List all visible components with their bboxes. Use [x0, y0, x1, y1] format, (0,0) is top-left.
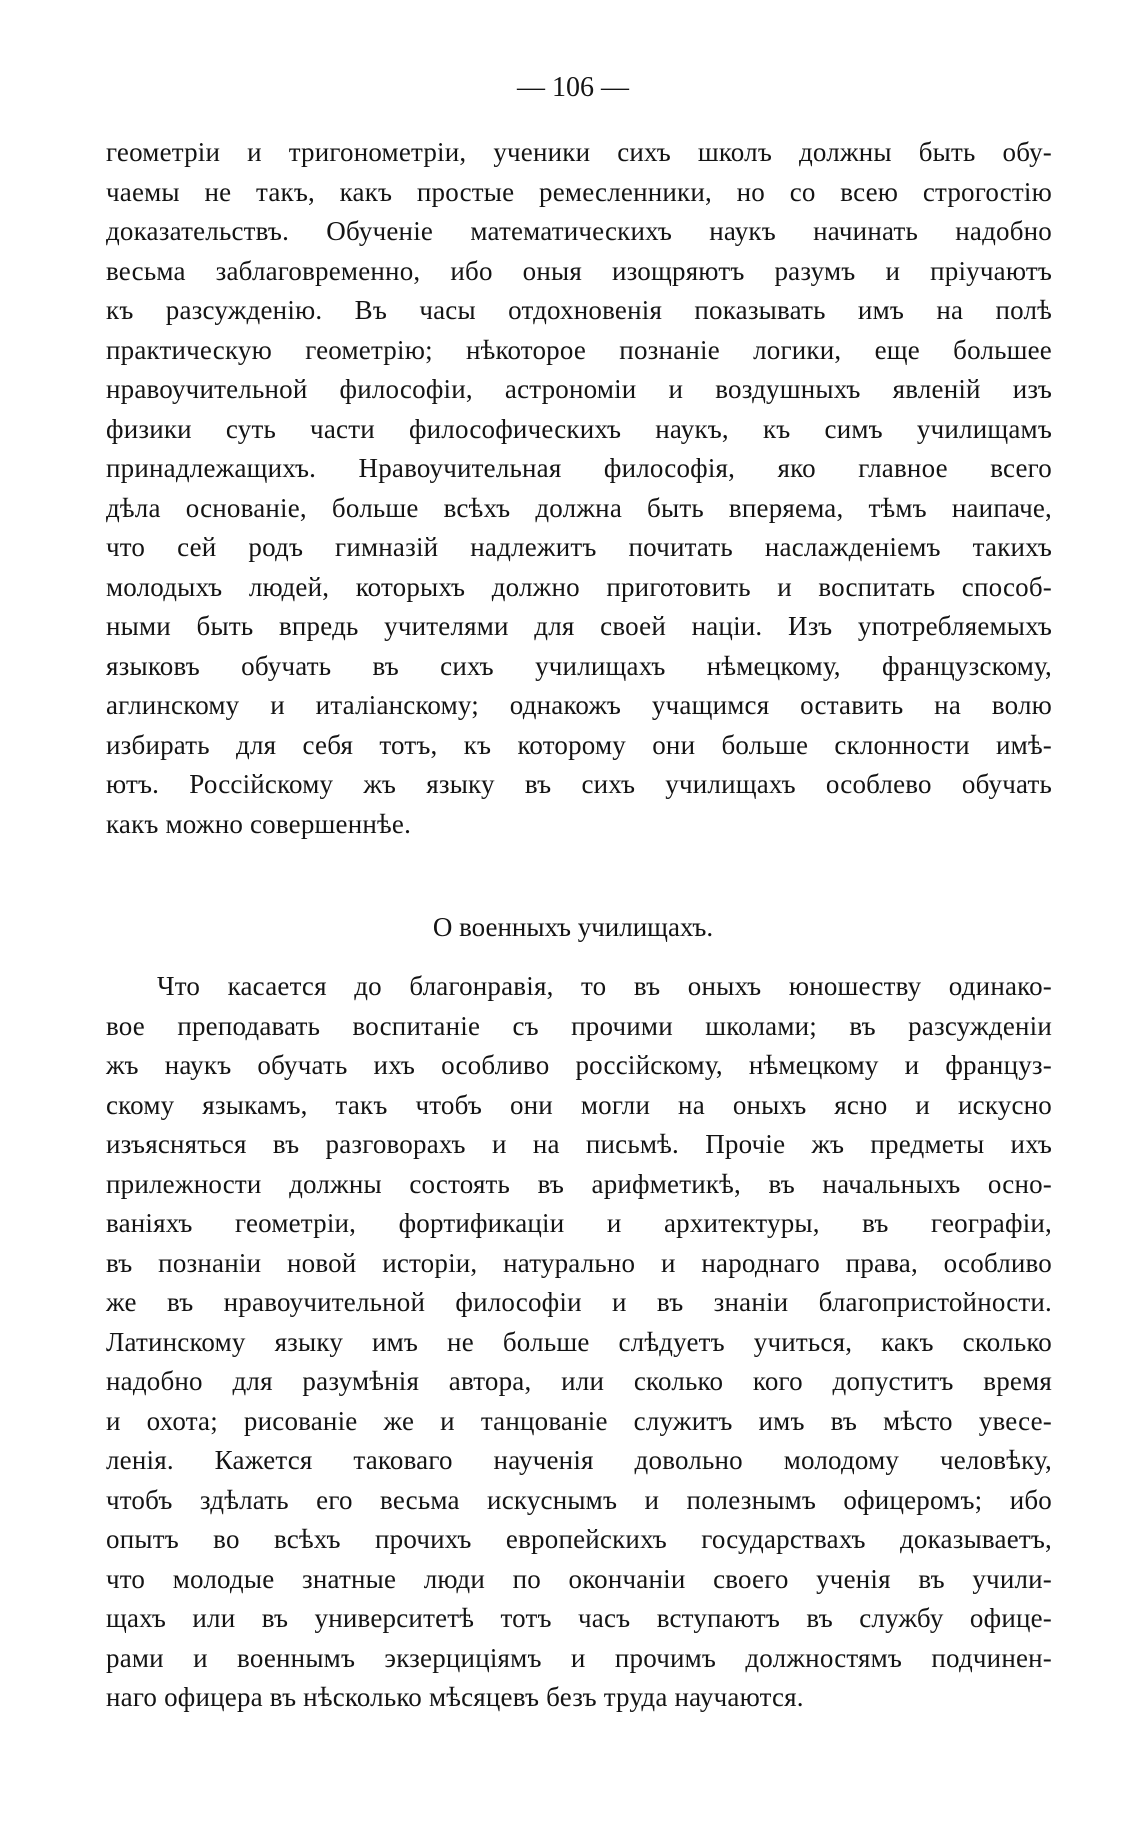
text-line: вое преподавать воспитаніе съ прочими школами; въ разсужденіи: [106, 1010, 1052, 1041]
text-line: въ познаніи новой исторіи, натурально и народнаго права, особливо: [106, 1247, 1052, 1278]
text-line: принадлежащихъ. Нравоучительная философія, яко главное всего: [106, 453, 1052, 483]
text-line: что молодые знатные люди по окончаніи своего ученія въ учили-: [106, 1563, 1052, 1594]
text-line: нравоучительной философіи, астрономіи и воздушныхъ явленій изъ: [106, 374, 1052, 404]
text-line: и охота; рисованіе же и танцованіе служитъ имъ въ мѣсто увесе-: [106, 1405, 1052, 1436]
text-line: Латинскому языку имъ не больше слѣдуетъ учиться, какъ сколько: [106, 1326, 1052, 1357]
text-line: жъ наукъ обучать ихъ особливо россійскому, нѣмецкому и француз-: [106, 1050, 1052, 1080]
text-line: щахъ или въ университетѣ тотъ часъ вступаютъ въ службу офице-: [106, 1603, 1052, 1633]
text-line: рами и военнымъ экзерциціямъ и прочимъ должностямъ подчинен-: [106, 1642, 1052, 1673]
text-line: аглинскому и италіанскому; однакожъ учащимся оставить на волю: [106, 690, 1052, 720]
text-line: скому языкамъ, такъ чтобъ они могли на оныхъ ясно и искусно: [106, 1089, 1052, 1120]
paragraph-2: [106, 967, 1052, 1718]
text-line: практическую геометрію; нѣкоторое познаніе логики, еще большее: [106, 334, 1052, 365]
text-line: геометріи и тригонометріи, ученики сихъ школъ должны быть обу-: [106, 137, 1052, 167]
text-line: ными быть впредь учителями для своей націи. Изъ употребляемыхъ: [106, 611, 1052, 641]
text-line: чтобъ здѣлать его весьма искуснымъ и полезнымъ офицеромъ; ибо: [106, 1484, 1052, 1515]
text-line: ленія. Кажется таковаго наученія довольно молодому человѣку,: [106, 1445, 1052, 1475]
text-line: ютъ. Россійскому жъ языку въ сихъ училищахъ особлево обучать: [106, 769, 1052, 799]
section-heading: О военныхъ училищахъ.: [432, 912, 714, 942]
text-line: избирать для себя тотъ, къ которому они больше склонности имѣ-: [106, 729, 1052, 760]
text-line: изъясняться въ разговорахъ и на письмѣ. Прочіе жъ предметы ихъ: [106, 1129, 1052, 1159]
text-line: къ разсужденію. Въ часы отдохновенія показывать имъ на полѣ: [106, 295, 1052, 325]
text-line: доказательствъ. Обученіе математическихъ наукъ начинать надобно: [106, 216, 1052, 246]
text-line: опытъ во всѣхъ прочихъ европейскихъ государствахъ доказываетъ,: [106, 1524, 1052, 1554]
text-line: надобно для разумѣнія автора, или сколько кого допуститъ время: [106, 1366, 1052, 1396]
page-number: — 106 —: [517, 72, 629, 103]
text-line: какъ можно совершеннѣе.: [106, 808, 412, 839]
text-line: что сей родъ гимназій надлежитъ почитать наслажденіемъ такихъ: [106, 532, 1052, 562]
text-line: физики суть части философическихъ наукъ, къ симъ училищамъ: [106, 413, 1052, 444]
paragraph-1: [106, 133, 1052, 844]
text-line: дѣла основаніе, больше всѣхъ должна быть вперяема, тѣмъ наипаче,: [106, 492, 1052, 523]
text-line: прилежности должны состоять въ арифметикѣ, въ начальныхъ осно-: [106, 1168, 1052, 1199]
text-line: языковъ обучать въ сихъ училищахъ нѣмецкому, французскому,: [106, 650, 1052, 681]
text-line: ваніяхъ геометріи, фортификаціи и архитектуры, въ географіи,: [106, 1208, 1052, 1238]
text-line: же въ нравоучительной философіи и въ знаніи благопристойности.: [106, 1287, 1052, 1317]
text-line: весьма заблаговременно, ибо оныя изощряютъ разумъ и пріучаютъ: [106, 255, 1052, 286]
text-line: молодыхъ людей, которыхъ должно приготовить и воспитать способ-: [106, 571, 1052, 602]
text-line: наго офицера въ нѣсколько мѣсяцевъ безъ труда научаются.: [106, 1682, 804, 1712]
text-line: чаемы не такъ, какъ простые ремесленники, но со всею строгостію: [106, 176, 1052, 207]
text-line: Что касается до благонравія, то въ оныхъ юношеству одинако-: [157, 971, 1052, 1001]
